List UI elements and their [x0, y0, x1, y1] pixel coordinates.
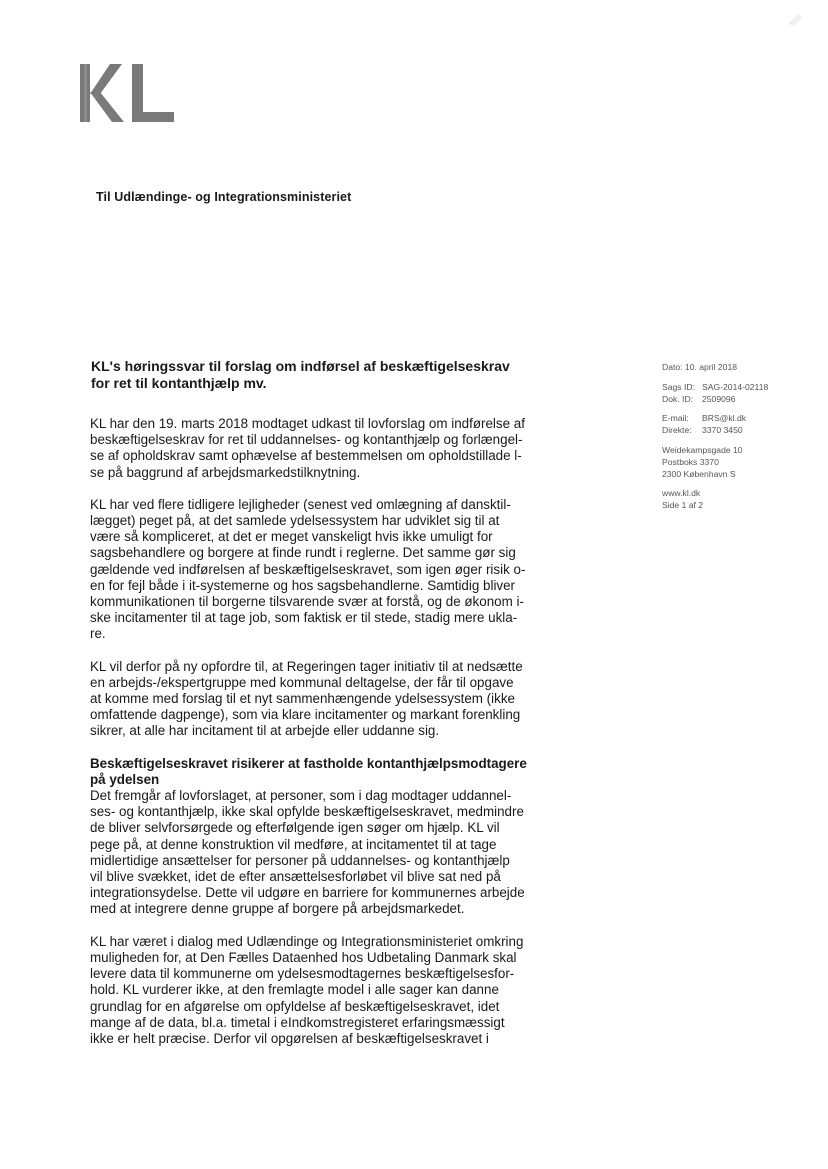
meta-date: Dato: 10. april 2018 [662, 362, 738, 372]
body-paragraph-1: KL har den 19. marts 2018 modtaget udkast til lovforslag om indførelse af beskæftigelseskrav for ret til uddannelses- og kontanthjælp og forlængel- se af opholdskrav samt ophævelse af bestemmelsen om opholdstillade l- se på baggrund af arbejdsmarkedstilknytning. [90, 416, 525, 480]
document-title: KL's høringssvar til forslag om indførsel af beskæftigelseskrav for ret til kontanthjælp mv. [91, 358, 510, 391]
meta-address-city: 2300 København S [662, 468, 736, 479]
meta-dok-id: 2509096 [702, 393, 736, 404]
meta-sags-id: SAG-2014-02118 [702, 381, 769, 392]
meta-address-street: Weidekampsgade 10 [662, 444, 743, 455]
meta-dok-id-label: Dok. ID: [662, 393, 694, 404]
meta-direkte-label: Direkte: [662, 425, 692, 436]
meta-page-number: Side 1 af 2 [662, 500, 704, 511]
meta-direkte: 3370 3450 [702, 425, 743, 436]
body-paragraph-3: KL vil derfor på ny opfordre til, at Regeringen tager initiativ til at nedsætte en arbejds-/ekspertgruppe med kommunal deltagelse, der får til opgave at komme med forslag til et nyt sammenhængende ydelsessystem (ikke omfattende dagpenge), som via klare incitamenter og markant forenkling sikrer, at alle har incitament til at arbejde eller uddanne sig. [90, 658, 523, 739]
meta-email-label: E-mail: [662, 413, 689, 424]
scan-corner-mark [784, 10, 808, 30]
kl-logo [80, 64, 176, 124]
section-paragraph-2: KL har været i dialog med Udlændinge og Integrationsministeriet omkring muligheden for, at Den Fælles Dataenhed hos Udbetaling Danmark skal levere data til kommunerne om ydelsesmodtagernes beskæftigelsesfor- hold. KL vurderer ikke, at den fremlagte model i alle sager kan danne grundlag for en afgørelse om opfyldelse af beskæftigelseskravet, idet mange af de data, bl.a. timetal i eIndkomstregisteret erfaringsmæssigt ikke er helt præcise. Derfor vil opgørelsen af beskæftigelseskravet i [90, 933, 524, 1046]
sidebar-meta [662, 362, 812, 520]
section-paragraph-1: Det fremgår af lovforslaget, at personer, som i dag modtager uddannel- ses- og kontanthjælp, ikke skal opfylde beskæftigelseskravet, medmindre de bliver selvforsørgede og efterfølgende igen søger om hjælp. KL vil pege på, at denne konstruktion vil medføre, at incitamentet til at tage midlertidige ansættelser for personer på uddannelses- og kontanthjælp vil blive svækket, idet de efter ansættelsesforløbet vil blive sat ned på integrationsydelse. Dette vil udgøre en barriere for kommunernes arbejde med at integrere denne gruppe af borgere på arbejdsmarkedet. [90, 788, 525, 917]
meta-sags-id-label: Sags ID: [662, 381, 695, 392]
section-heading: Beskæftigelseskravet risikerer at fastholde kontanthjælpsmodtagere på ydelsen [90, 755, 527, 787]
meta-address-postbox: Postboks 3370 [662, 456, 719, 467]
meta-web: www.kl.dk [662, 488, 701, 499]
meta-email: BRS@kl.dk [702, 413, 747, 424]
recipient-line: Til Udlændinge- og Integrationsministeriet [96, 190, 352, 204]
body-paragraph-2: KL har ved flere tidligere lejligheder (senest ved omlægning af dansktil- lægget) peget på, at det samlede ydelsessystem har udviklet sig til at være så kompliceret, at det er meget vanskeligt hvis ikke umuligt for sagsbehandlere og borgere at finde rundt i reglerne. Det samme gør sig gældende ved indførelsen af beskæftigelseskravet, som igen øger risik o- en for fejl både i it-systemerne og hos sagsbehandlerne. Samtidig bliver kommunikationen til borgerne tilsvarende svær at forstå, og de økonom i- ske incitamenter til at tage job, som faktisk er til stede, stadig mere ukla- re. [90, 496, 526, 642]
letter-body [90, 416, 560, 1063]
